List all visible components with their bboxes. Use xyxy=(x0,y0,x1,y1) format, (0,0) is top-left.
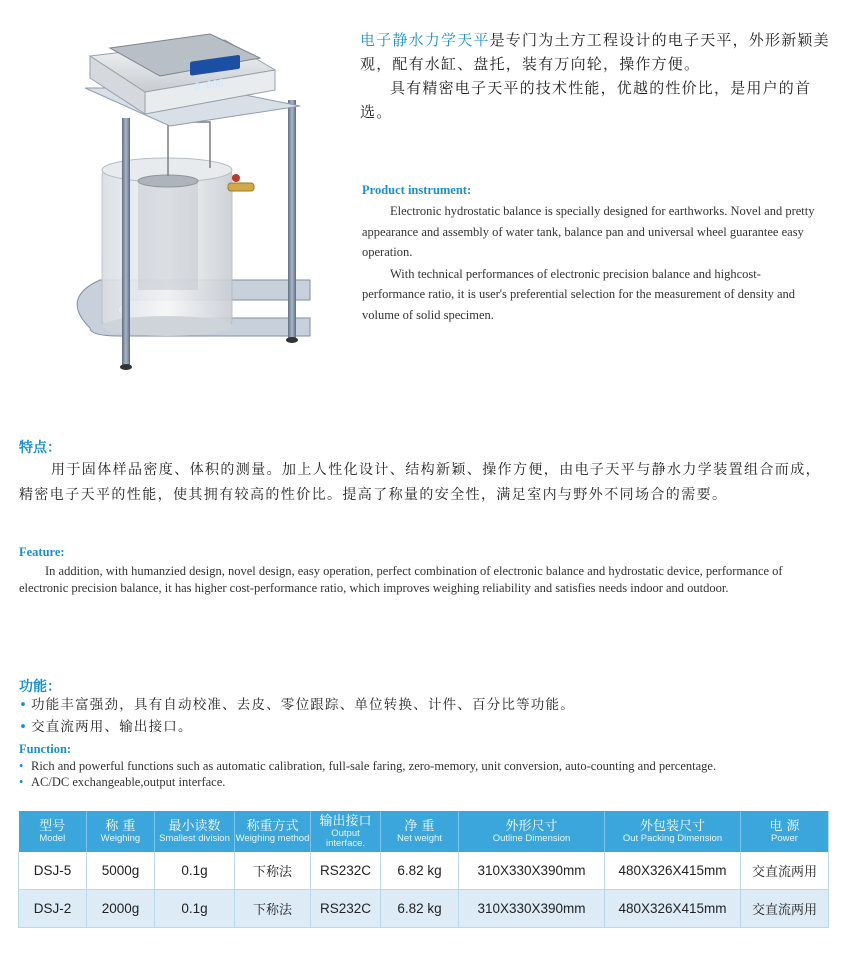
cell-outline-dimension: 310X330X390mm xyxy=(459,852,605,890)
cell-smallest-division: 0.1g xyxy=(155,890,235,928)
feature-cn-body: 用于固体样品密度、体积的测量。加上人性化设计、结构新颖、操作方便，由电子天平与静水力学装置组合而成，精密电子天平的性能，使其拥有较高的性价比。提高了称量的安全性，满足室内与野外不同场合的需要。 xyxy=(19,462,821,503)
cell-weighing: 5000g xyxy=(87,852,155,890)
function-en-item-2: AC/DC exchangeable,output interface. xyxy=(31,775,226,789)
product-en-para2: With technical performances of electronic precision balance and highcost-performance ratio, it is user's preferential selection for the measurement of density and volume of solid specimen. xyxy=(362,266,795,322)
header-smallest-division: 最小读数 Smallest division xyxy=(155,811,235,852)
function-en-item-1: Rich and powerful functions such as automatic calibration, full-sale faring, zero-memory, unit conversion, auto-counting and percentage. xyxy=(31,759,717,773)
feature-cn-title: 特点： xyxy=(19,440,61,456)
function-en-title: Function: xyxy=(19,742,72,756)
intro-line1: 是专门为土方工程设计的电子天平，外形新颖美观，配有水缸、盘托，装有万向轮，操作方便。 xyxy=(360,31,830,73)
cell-net-weight: 6.82 kg xyxy=(381,852,459,890)
feature-en-body: In addition, with humanzied design, novel design, easy operation, perfect combination of electronic balance and hydrostatic device, performance of electronic precision balance, it has higher cost-performance ratio, which improves weighing reliability and satisfies needs indoor and outdoor. xyxy=(19,564,783,596)
list-item: • 交直流两用、输出接口。 xyxy=(19,719,193,735)
feature-cn-text xyxy=(19,458,831,507)
cell-packing-dimension: 480X326X415mm xyxy=(605,890,741,928)
cell-power: 交直流两用 xyxy=(741,852,829,890)
header-net-weight: 净 重 Net weight xyxy=(381,811,459,852)
cell-output-interface: RS232C xyxy=(311,890,381,928)
feature-en-text xyxy=(19,563,834,598)
intro-highlight: 电子静水力学天平 xyxy=(360,31,490,49)
intro-chinese xyxy=(360,28,830,124)
product-instrument-text xyxy=(362,201,822,326)
cell-outline-dimension: 310X330X390mm xyxy=(459,890,605,928)
product-image xyxy=(60,18,330,378)
cell-weighing: 2000g xyxy=(87,890,155,928)
cell-smallest-division: 0.1g xyxy=(155,852,235,890)
cell-model: DSJ-5 xyxy=(19,852,87,890)
cell-net-weight: 6.82 kg xyxy=(381,890,459,928)
header-power: 电 源 Power xyxy=(741,811,829,852)
intro-para2: 具有精密电子天平的技术性能，优越的性价比，是用户的首选。 xyxy=(360,79,812,121)
product-en-para1: Electronic hydrostatic balance is specially designed for earthworks. Novel and pretty appearance and assembly of water tank, balance pan and universal wheel guarantee easy operation. xyxy=(362,204,815,259)
cell-weighing-method: 下称法 xyxy=(235,852,311,890)
header-outline-dimension: 外形尺寸 Outline Dimension xyxy=(459,811,605,852)
cell-weighing-method: 下称法 xyxy=(235,890,311,928)
header-model: 型号 Model xyxy=(19,811,87,852)
header-weighing: 称 重 Weighing xyxy=(87,811,155,852)
function-cn-list xyxy=(19,694,575,738)
cell-output-interface: RS232C xyxy=(311,852,381,890)
function-en-list xyxy=(19,758,716,790)
cell-power: 交直流两用 xyxy=(741,890,829,928)
list-item: • AC/DC exchangeable,output interface. xyxy=(19,775,226,789)
table-row xyxy=(19,890,829,928)
spec-table xyxy=(18,811,829,928)
cell-model: DSJ-2 xyxy=(19,890,87,928)
function-cn-title: 功能： xyxy=(19,679,61,695)
header-weighing-method: 称重方式 Weighing method xyxy=(235,811,311,852)
balance-display-reading: 0.008 xyxy=(194,77,225,94)
table-header-row xyxy=(19,811,829,852)
function-cn-item-1: 功能丰富强劲，具有自动校准、去皮、零位跟踪、单位转换、计件、百分比等功能。 xyxy=(31,697,575,713)
cell-packing-dimension: 480X326X415mm xyxy=(605,852,741,890)
feature-en-title: Feature: xyxy=(19,545,65,559)
list-item: • Rich and powerful functions such as automatic calibration, full-sale faring, zero-memory, unit conversion, auto-counting and percentage. xyxy=(19,759,717,773)
function-cn-item-2: 交直流两用、输出接口。 xyxy=(31,719,193,735)
product-instrument-title: Product instrument: xyxy=(362,183,472,197)
table-row xyxy=(19,852,829,890)
header-output-interface: 输出接口 Output interface. xyxy=(311,811,381,852)
header-packing-dimension: 外包装尺寸 Out Packing Dimension xyxy=(605,811,741,852)
list-item: • 功能丰富强劲，具有自动校准、去皮、零位跟踪、单位转换、计件、百分比等功能。 xyxy=(19,697,575,713)
